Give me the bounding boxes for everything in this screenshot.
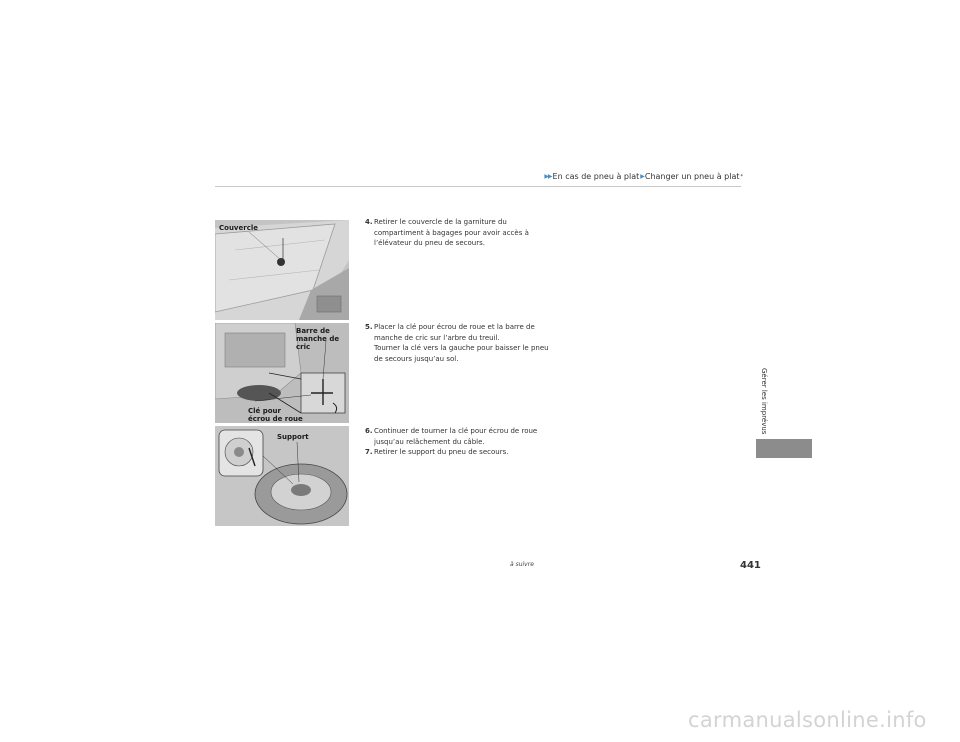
page-number: 441: [740, 560, 761, 571]
step-number: 4.: [365, 218, 373, 226]
step-text: Continuer de tourner la clé pour écrou de roue jusqu’au relâchement du câble.: [374, 427, 538, 446]
step-6: [365, 426, 555, 447]
continued-label: à suivre: [510, 561, 534, 568]
breadcrumb: [544, 172, 743, 181]
breadcrumb-page[interactable]: Changer un pneu à plat: [644, 172, 740, 181]
step-5: [365, 322, 555, 364]
watermark: carmanualsonline.info: [688, 708, 927, 732]
figure-cargo-cover: [215, 220, 349, 320]
cargo-cover-illustration: [215, 220, 349, 320]
step-text: Retirer le couvercle de la garniture du compartiment à bagages pour avoir accès à l’élévateur du pneu de secours.: [374, 218, 529, 247]
step-text: Tourner la clé vers la gauche pour baisser le pneu de secours jusqu’au sol.: [374, 344, 549, 363]
callout-wheel-nut-wrench: [248, 407, 303, 423]
step-number: 5.: [365, 323, 373, 331]
step-text: Retirer le support du pneu de secours.: [374, 448, 509, 456]
figure-spare-support: [215, 426, 349, 526]
step-4: [365, 217, 555, 249]
section-tab[interactable]: [756, 439, 812, 458]
callout-jack-handle-bar: [296, 327, 349, 351]
callout-wheel-nut-wrench-text: Clé pour écrou de roue: [248, 407, 303, 423]
callout-cover: Couvercle: [219, 224, 258, 232]
step-number: 6.: [365, 427, 373, 435]
callout-jack-handle-bar-text: Barre de manche de cric: [296, 327, 340, 351]
step-text: Placer la clé pour écrou de roue et la barre de manche de cric sur l’arbre du treuil.: [374, 323, 535, 342]
step-7: [365, 447, 555, 458]
header-divider: [215, 186, 741, 187]
figure-wrench-bar: [215, 323, 349, 423]
footnote-mark: *: [740, 173, 743, 180]
chevron-icon: ▶: [640, 173, 644, 180]
section-side-title: Gérer les imprévus: [760, 368, 768, 435]
double-chevron-icon: ▶▶: [544, 173, 552, 180]
spare-support-illustration: [215, 426, 349, 526]
breadcrumb-section[interactable]: En cas de pneu à plat: [552, 172, 640, 181]
callout-support: Support: [277, 433, 309, 441]
step-number: 7.: [365, 448, 373, 456]
